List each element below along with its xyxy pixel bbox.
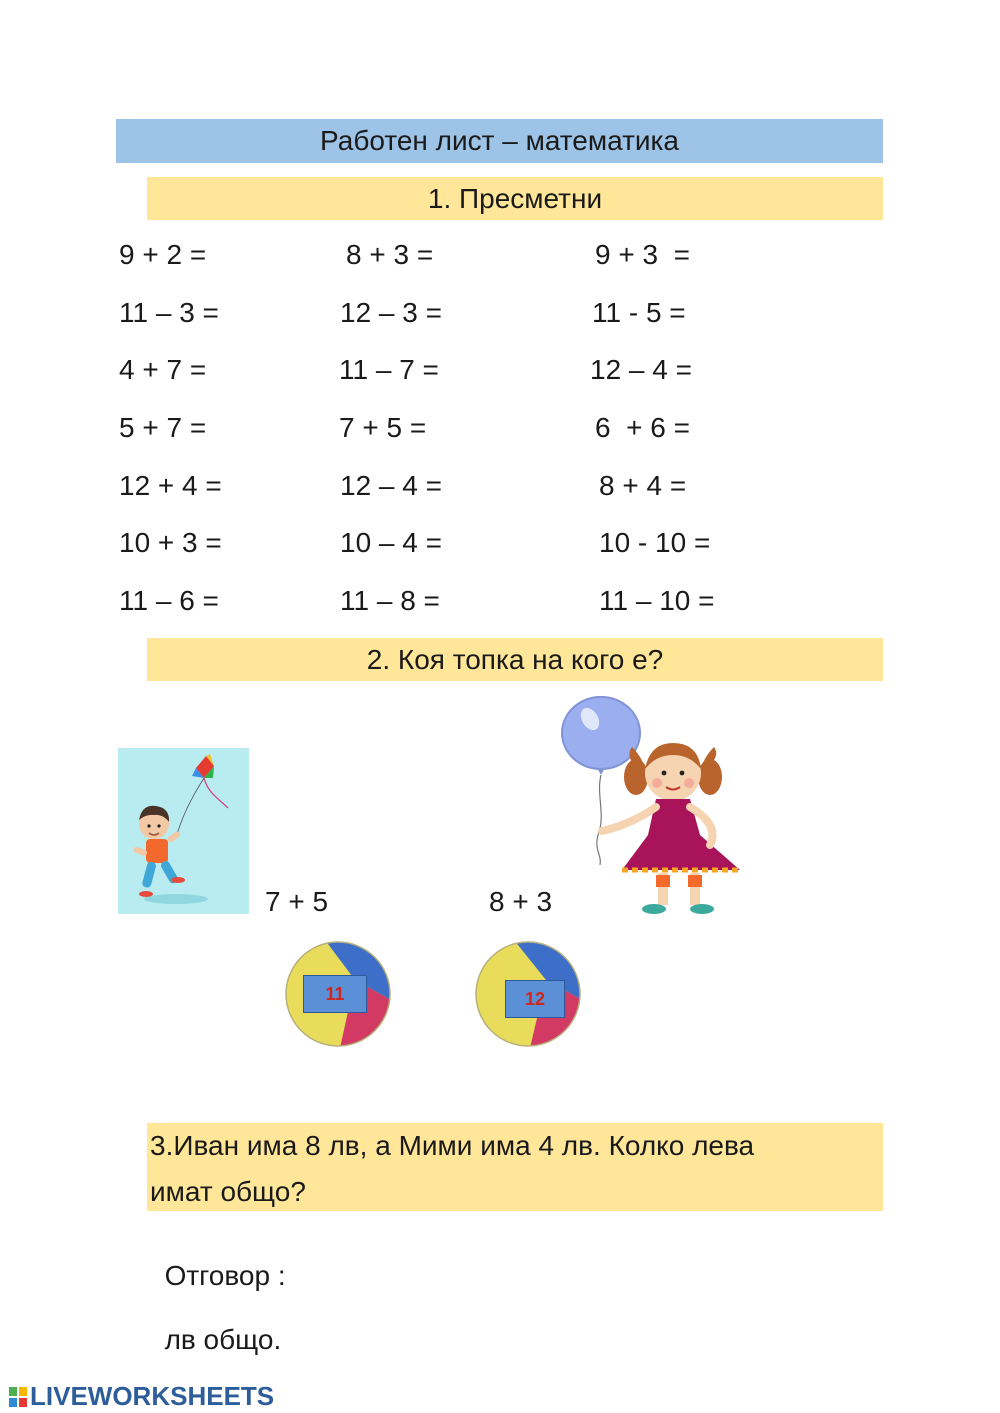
equation: 11 – 10 = [599,585,715,616]
equation: 12 – 4 = [340,470,442,501]
equation: 10 + 3 = [119,527,222,558]
equation: 8 + 3 = [346,239,434,270]
equation: 11 – 3 = [119,297,219,328]
expression-left: 7 + 5 [265,886,329,917]
equation: 5 + 7 = [119,412,207,443]
section-1-heading-text: 1. Пресметни [427,182,603,214]
equation: 8 + 4 = [599,470,687,501]
ball-right[interactable] [474,940,582,1048]
equation: 11 – 7 = [339,354,439,385]
equation: 9 + 3 = [595,239,690,270]
answer-suffix: лв общо. [164,1324,282,1355]
worksheet-title-text: Работен лист – математика [320,125,679,156]
question-line-2: имат общо? [150,1176,306,1207]
answer-row [149,1228,286,1356]
girl-with-balloon-image [560,695,750,917]
equation: 7 + 5 = [339,412,427,443]
ball-right-label: 12 [505,980,565,1018]
ball-left-label: 11 [303,975,367,1013]
liveworksheets-logo-text: LIVEWORKSHEETS [30,1381,275,1411]
liveworksheets-logo [8,1381,274,1412]
equation: 12 – 3 = [340,297,442,328]
equation: 4 + 7 = [119,354,207,385]
equation: 11 - 5 = [592,297,686,328]
question-line-1: 3.Иван има 8 лв, а Мими има 4 лв. Колко лева [150,1130,755,1161]
equation: 10 - 10 = [599,527,711,558]
boy-with-kite-image [118,748,249,914]
equation: 9 + 2 = [119,239,207,270]
section-3-question [147,1123,883,1211]
section-2-heading [147,638,883,681]
equation: 12 – 4 = [590,354,692,385]
equation: 12 + 4 = [119,470,222,501]
liveworksheets-logo-icon [8,1386,28,1408]
worksheet-title [116,119,883,163]
equation: 6 + 6 = [595,412,690,443]
section-2-heading-text: 2. Коя топка на кого е? [366,643,664,675]
equation: 11 – 8 = [340,585,440,616]
expression-right: 8 + 3 [489,886,553,917]
equation: 10 – 4 = [340,527,442,558]
ball-left[interactable] [285,940,391,1048]
equation: 11 – 6 = [119,585,219,616]
answer-label: Отговор : [164,1260,286,1291]
section-1-heading [147,177,883,220]
